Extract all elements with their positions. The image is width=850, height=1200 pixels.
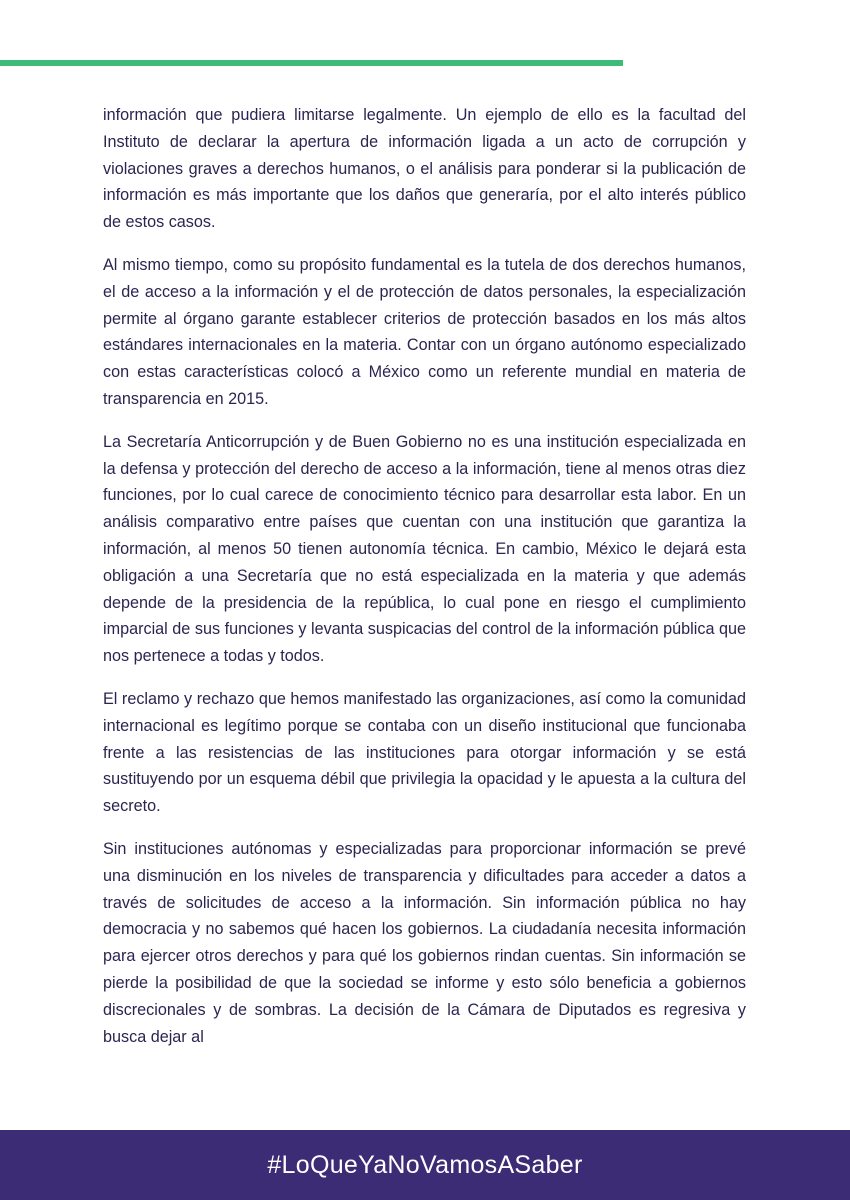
top-accent-rule — [0, 60, 623, 66]
document-body — [103, 102, 746, 1066]
paragraph-5: Sin instituciones autónomas y especializadas para proporcionar información se prevé una disminución en los niveles de transparencia y dificultades para acceder a datos a través de solicitudes de acceso a la información. Sin información pública no hay democracia y no sabemos qué hacen los gobiernos. La ciudadanía necesita información para ejercer otros derechos y para qué los gobiernos rindan cuentas. Sin información se pierde la posibilidad de que la sociedad se informe y esto sólo beneficia a gobiernos discrecionales y de sombras. La decisión de la Cámara de Diputados es regresiva y busca dejar al — [103, 839, 746, 1046]
paragraph-4: El reclamo y rechazo que hemos manifestado las organizaciones, así como la comunidad internacional es legítimo porque se contaba con un diseño institucional que funcionaba frente a las resistencias de las instituciones para otorgar información y se está sustituyendo por un esquema débil que privilegia la opacidad y le apuesta a la cultura del secreto. — [103, 689, 746, 816]
footer-hashtag: #LoQueYaNoVamosASaber — [267, 1150, 583, 1179]
paragraph-3: La Secretaría Anticorrupción y de Buen Gobierno no es una institución especializada en la defensa y protección del derecho de acceso a la información, tiene al menos otras diez funciones, por lo cual carece de conocimiento técnico para desarrollar esta labor. En un análisis comparativo entre países que cuentan con una institución que garantiza la información, al menos 50 tienen autonomía técnica. En cambio, México le dejará esta obligación a una Secretaría que no está especializada en la materia y que además depende de la presidencia de la república, lo cual pone en riesgo el cumplimiento imparcial de sus funciones y levanta suspicacias del control de la información pública que nos pertenece a todas y todos. — [103, 432, 746, 666]
footer-banner — [0, 1130, 850, 1200]
paragraph-1: información que pudiera limitarse legalmente. Un ejemplo de ello es la facultad del Instituto de declarar la apertura de información ligada a un acto de corrupción y violaciones graves a derechos humanos, o el análisis para ponderar si la publicación de información es más importante que los daños que generaría, por el alto interés público de estos casos. — [103, 106, 746, 232]
paragraph-2: Al mismo tiempo, como su propósito fundamental es la tutela de dos derechos humanos, el de acceso a la información y el de protección de datos personales, la especialización permite al órgano garante establecer criterios de protección basados en los más altos estándares internacionales en la materia. Contar con un órgano autónomo especializado con estas características colocó a México como un referente mundial en materia de transparencia en 2015. — [103, 255, 746, 408]
